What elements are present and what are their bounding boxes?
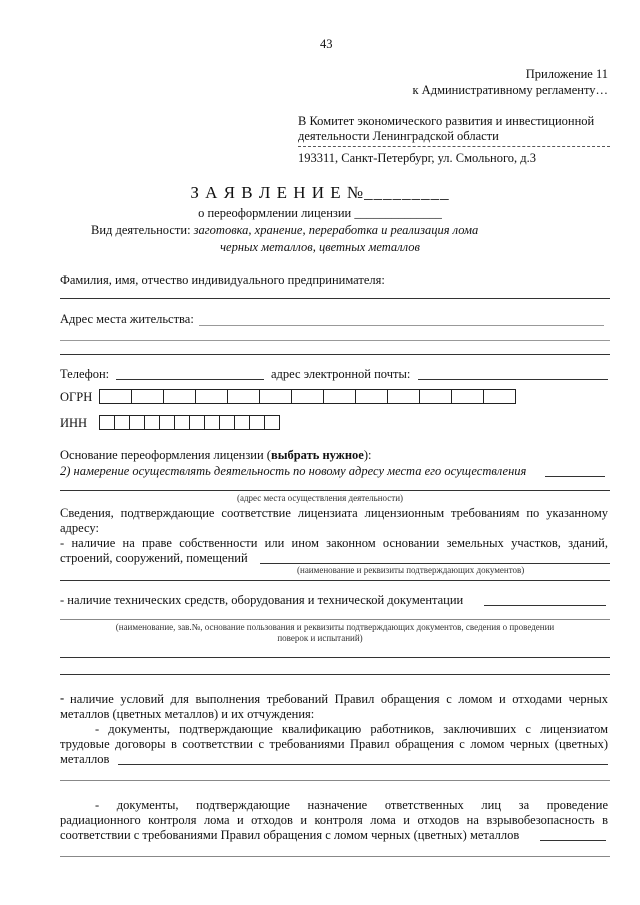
compliance-intro-1: Сведения, подтверждающие соответствие лицензиата лицензионным требованиям по указанному [60,506,608,520]
equipment-caption-1: (наименование, зав.№, основание пользования и реквизиты подтверждающих документов, сведения о проведении [115,622,555,632]
ogrn-cell[interactable] [291,389,324,404]
radiation-input-line-2[interactable] [60,856,610,857]
inn-cell[interactable] [99,415,115,430]
ogrn-cell[interactable] [227,389,260,404]
residence-input-line-3[interactable] [60,354,610,355]
radiation-line-2: радиационного контроля лома и отходов и контроля лома и отходов на взрывобезопасность в [60,813,608,827]
basis-item-2: 2) намерение осуществлять деятельность по новому адресу места его осуществления [60,464,527,478]
inn-label: ИНН [60,416,88,430]
activity-value-1: заготовка, хранение, переработка и реализация лома [193,223,479,237]
ogrn-cell[interactable] [323,389,356,404]
ogrn-cell[interactable] [451,389,484,404]
email-label: адрес электронной почты: [271,367,411,381]
equipment-input-line-3[interactable] [60,657,610,658]
ogrn-cell[interactable] [99,389,132,404]
ogrn-boxes[interactable] [100,389,516,404]
conditions-line-2: металлов (цветных металлов) и их отчуждения: [60,707,315,721]
phone-input-line[interactable] [116,379,264,380]
phone-label: Телефон: [60,367,110,381]
ogrn-cell[interactable] [195,389,228,404]
equipment-line: - наличие технических средств, оборудования и технической документации [60,593,464,607]
inn-cell[interactable] [129,415,145,430]
equipment-caption-2: поверок и испытаний) [277,633,363,643]
inn-boxes[interactable] [100,415,280,430]
appendix-line-2: к Административному регламенту… [412,83,608,97]
conditions-dash: - [60,691,65,705]
ogrn-cell[interactable] [355,389,388,404]
property-line-2: строений, сооружений, помещений [60,551,248,565]
ogrn-cell[interactable] [419,389,452,404]
basis-label-prefix: Основание переоформления лицензии ( [60,448,271,462]
equipment-input-line-4[interactable] [60,674,610,675]
inn-cell[interactable] [264,415,280,430]
addressee-separator [298,146,610,147]
conditions-line-1: наличие условий для выполнения требований Правил обращения с ломом и отходами черных [70,692,608,706]
addressee-line-1: В Комитет экономического развития и инвестиционной [298,114,595,128]
radiation-line-1: - документы, подтверждающие назначение ответственных лиц за проведение [95,798,608,812]
addressee-address: 193311, Санкт-Петербург, ул. Смольного, д.3 [298,151,537,165]
property-caption: (наименование и реквизиты подтверждающих документов) [297,565,525,575]
equipment-input-line-2[interactable] [60,619,610,620]
residence-input-line-2[interactable] [60,340,610,341]
basis-label-bold: выбрать нужное [270,448,364,462]
email-input-line[interactable] [418,379,608,380]
qualification-line-1: - документы, подтверждающие квалификацию работников, заключивших с лицензиатом [95,722,608,736]
inn-cell[interactable] [219,415,235,430]
document-title: З А Я В Л Е Н И Е №_________ [190,183,450,202]
ogrn-cell[interactable] [131,389,164,404]
basis-item-2-blank[interactable] [545,476,605,477]
residence-label: Адрес места жительства: [60,312,194,326]
property-input-line[interactable] [260,563,610,564]
activity-label: Вид деятельности: [91,223,191,237]
inn-cell[interactable] [159,415,175,430]
inn-cell[interactable] [114,415,130,430]
ogrn-cell[interactable] [259,389,292,404]
fio-label: Фамилия, имя, отчество индивидуального предпринимателя: [60,273,385,287]
ogrn-cell[interactable] [387,389,420,404]
document-subtitle: о переоформлении лицензии ______________ [198,206,442,220]
qualification-line-3: металлов [60,752,110,766]
basis-address-line[interactable] [60,490,610,491]
qualification-input-line-2[interactable] [60,780,610,781]
ogrn-label: ОГРН [60,390,93,404]
inn-cell[interactable] [204,415,220,430]
inn-cell[interactable] [189,415,205,430]
addressee-line-2: деятельности Ленинградской области [298,129,499,143]
basis-label [60,448,371,463]
equipment-input-line[interactable] [484,605,606,606]
ogrn-cell[interactable] [163,389,196,404]
inn-cell[interactable] [144,415,160,430]
basis-label-suffix: ): [363,448,372,462]
qualification-input-line[interactable] [118,764,608,765]
activity-value-2: черных металлов, цветных металлов [220,240,420,254]
page-number: 43 [320,37,333,51]
compliance-intro-2: адресу: [60,521,99,535]
fio-input-line[interactable] [60,298,610,299]
inn-cell[interactable] [249,415,265,430]
property-line-1: - наличие на праве собственности или ином законном основании земельных участков, зданий, [60,536,608,550]
ogrn-cell[interactable] [483,389,516,404]
radiation-input-line[interactable] [540,840,606,841]
qualification-line-2: трудовые договоры в соответствии с требованиями Правил обращения с ломом черных (цветных) [60,737,608,751]
residence-input-line[interactable] [199,325,604,326]
property-input-line-2[interactable] [60,580,610,581]
appendix-line-1: Приложение 11 [525,67,608,81]
radiation-line-3: соответствии с требованиями Правил обращения с ломом черных (цветных) металлов [60,828,520,842]
basis-caption: (адрес места осуществления деятельности) [236,493,404,503]
inn-cell[interactable] [174,415,190,430]
inn-cell[interactable] [234,415,250,430]
